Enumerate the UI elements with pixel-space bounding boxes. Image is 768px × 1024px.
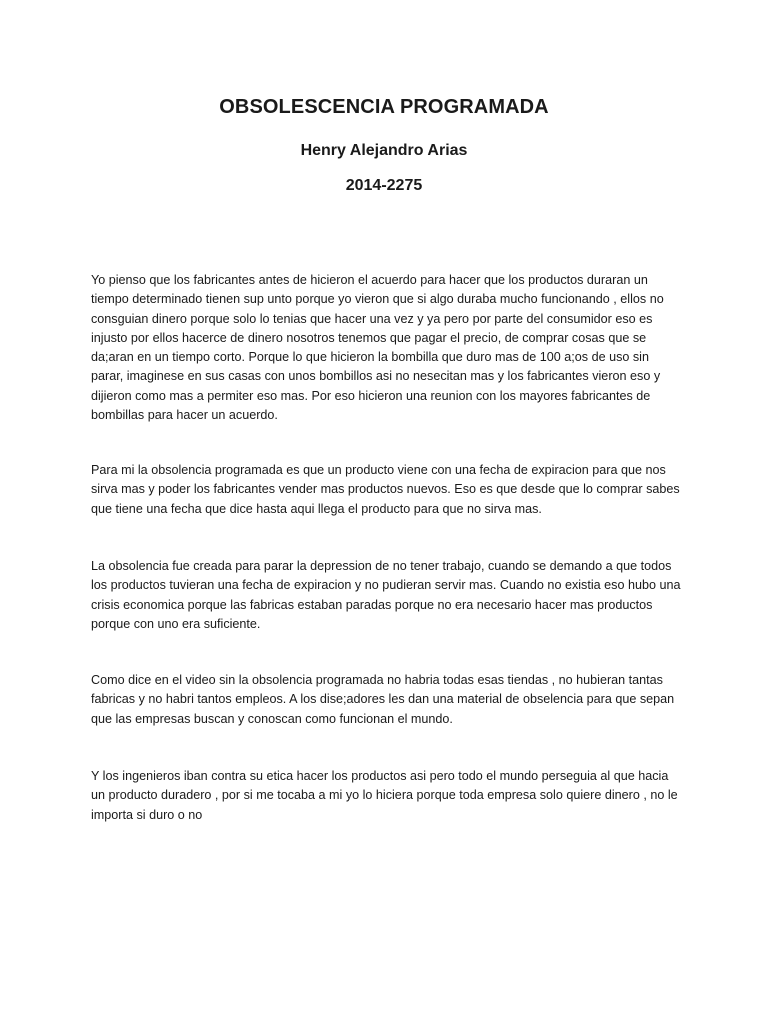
document-author: Henry Alejandro Arias	[300, 142, 468, 159]
document-id-code: 2014-2275	[345, 177, 423, 194]
paragraph-2: Para mi la obsolencia programada es que un producto viene con una fecha de expiracion para que nos sirva mas y poder los fabricantes vender mas productos nuevos. Eso es que desde que lo comprar sabes que tiene una fecha que dice hasta aqui llega el producto para que no sirva mas.	[91, 463, 680, 516]
paragraph-5: Y los ingenieros iban contra su etica hacer los productos asi pero todo el mundo perseguia al que hacia un producto duradero , por si me tocaba a mi yo lo hiciera porque toda empresa solo quiere dinero , no le importa si duro o no	[91, 769, 678, 822]
document-title: OBSOLESCENCIA PROGRAMADA	[219, 96, 549, 118]
paragraph-4: Como dice en el video sin la obsolencia programada no habria todas esas tiendas , no hubieran tantas fabricas y no habri tantos empleos. A los dise;adores les dan una material de obselencia para que sepan que las empresas buscan y conoscan como funcionan el mundo.	[91, 673, 675, 726]
paragraph-3: La obsolencia fue creada para parar la depression de no tener trabajo, cuando se demando a que todos los productos tuvieran una fecha de expiracion y no pudieran servir mas. Cuando no existia eso hubo una crisis economica porque las fabricas estaban paradas porque no era necesario hacer mas productos porque con uno era suficiente.	[91, 559, 681, 631]
paragraph-1: Yo pienso que los fabricantes antes de hicieron el acuerdo para hacer que los productos duraran un tiempo determinado tienen sup unto porque yo vieron que si algo duraba mucho funcionando , ellos no consguian dinero porque solo lo tenias que hacer una vez y ya pero por parte del consumidor eso es injusto por ellos hacerce de dinero nosotros tenemos que pagar el precio, de comprar cosas que se da;aran en un tiempo corto. Porque lo que hicieron la bombilla que duro mas de 100 a;os de uso sin parar, imaginese en sus casas con unos bombillos asi no nesecitan mas y los fabricantes vieron eso y dijieron como mas a permiter eso mas. Por eso hicieron una reunion con los mayores fabricantes de bombillas para hacer un acuerdo.	[91, 273, 664, 423]
